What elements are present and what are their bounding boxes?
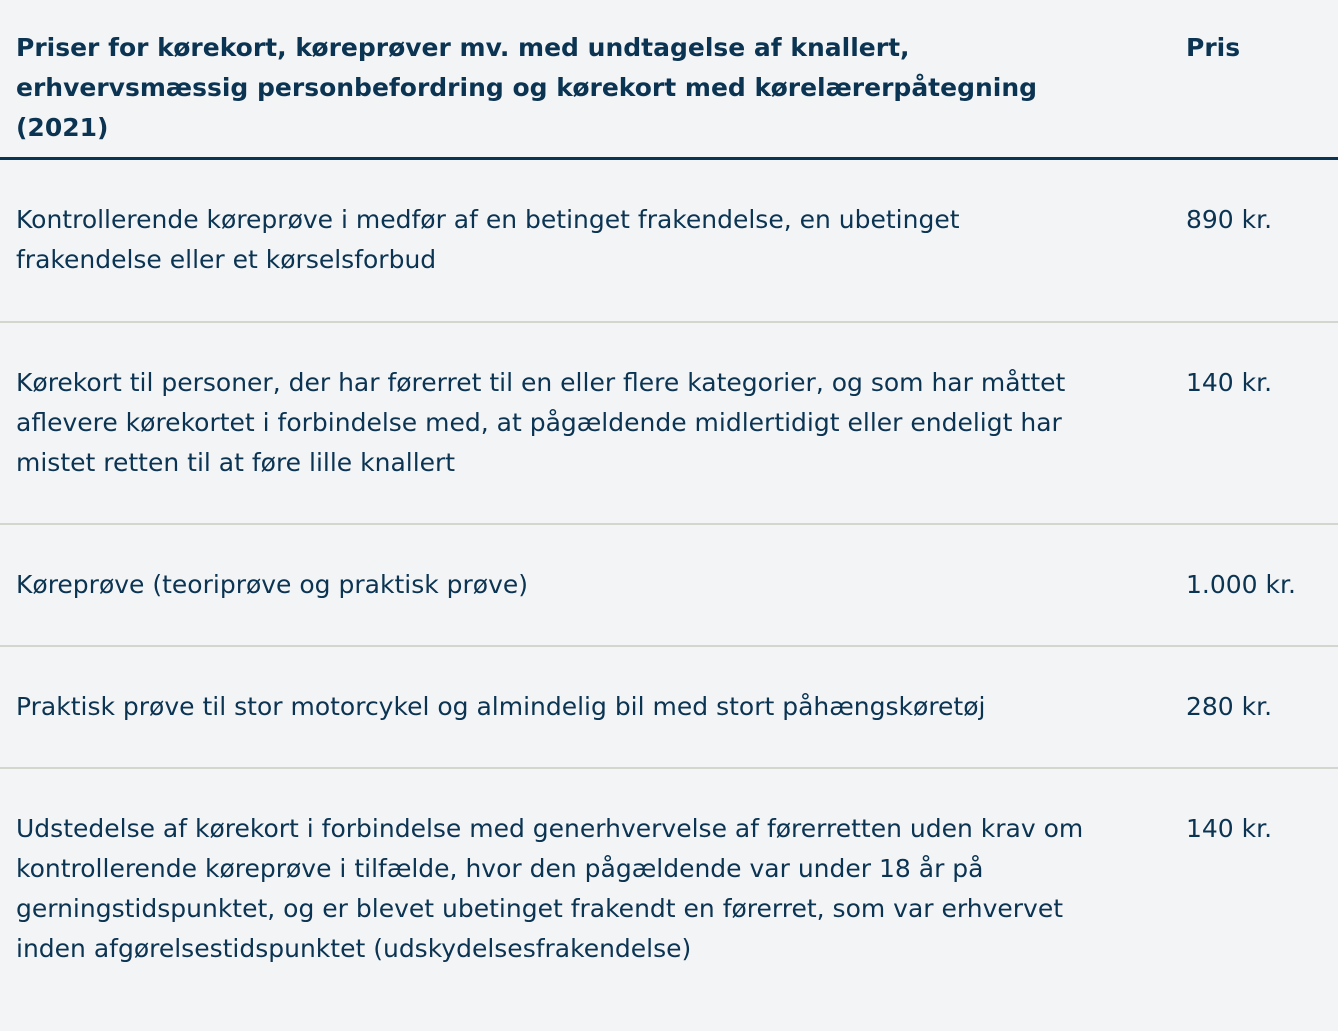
row-price: 280 kr.: [1186, 692, 1273, 721]
table-row: [0, 525, 1338, 647]
table-row: [0, 323, 1338, 525]
table-row: [0, 647, 1338, 769]
row-price: 890 kr.: [1186, 205, 1273, 234]
header-description: Priser for kørekort, køreprøver mv. med undtagelse af knallert, erhvervsmæssig personbefordring og kørekort med kørelærerpåtegning (2021): [16, 33, 1038, 142]
header-price: Pris: [1186, 33, 1241, 62]
table-row: [0, 160, 1338, 323]
row-price: 140 kr.: [1186, 368, 1273, 397]
table-row: [0, 769, 1338, 1001]
row-price: 1.000 kr.: [1186, 570, 1296, 599]
row-price: 140 kr.: [1186, 814, 1273, 843]
table-header: [0, 0, 1338, 160]
row-description: Praktisk prøve til stor motorcykel og almindelig bil med stort påhængskøretøj: [16, 692, 986, 721]
row-description: Køreprøve (teoriprøve og praktisk prøve): [16, 570, 529, 599]
row-description: Kontrollerende køreprøve i medfør af en betinget frakendelse, en ubetinget frakendelse eller et kørselsforbud: [16, 205, 960, 274]
row-description: Udstedelse af kørekort i forbindelse med generhvervelse af førerretten uden krav om kontrollerende køreprøve i tilfælde, hvor den pågældende var under 18 år på gerningstidspunktet, og er blevet ubetinget frakendt en førerret, som var erhvervet inden afgørelsestidspunktet (udskydelsesfrakendelse): [16, 814, 1084, 963]
row-description: Kørekort til personer, der har førerret til en eller flere kategorier, og som har måttet aflevere kørekortet i forbindelse med, at pågældende midlertidigt eller endeligt har mistet retten til at føre lille knallert: [16, 368, 1066, 477]
